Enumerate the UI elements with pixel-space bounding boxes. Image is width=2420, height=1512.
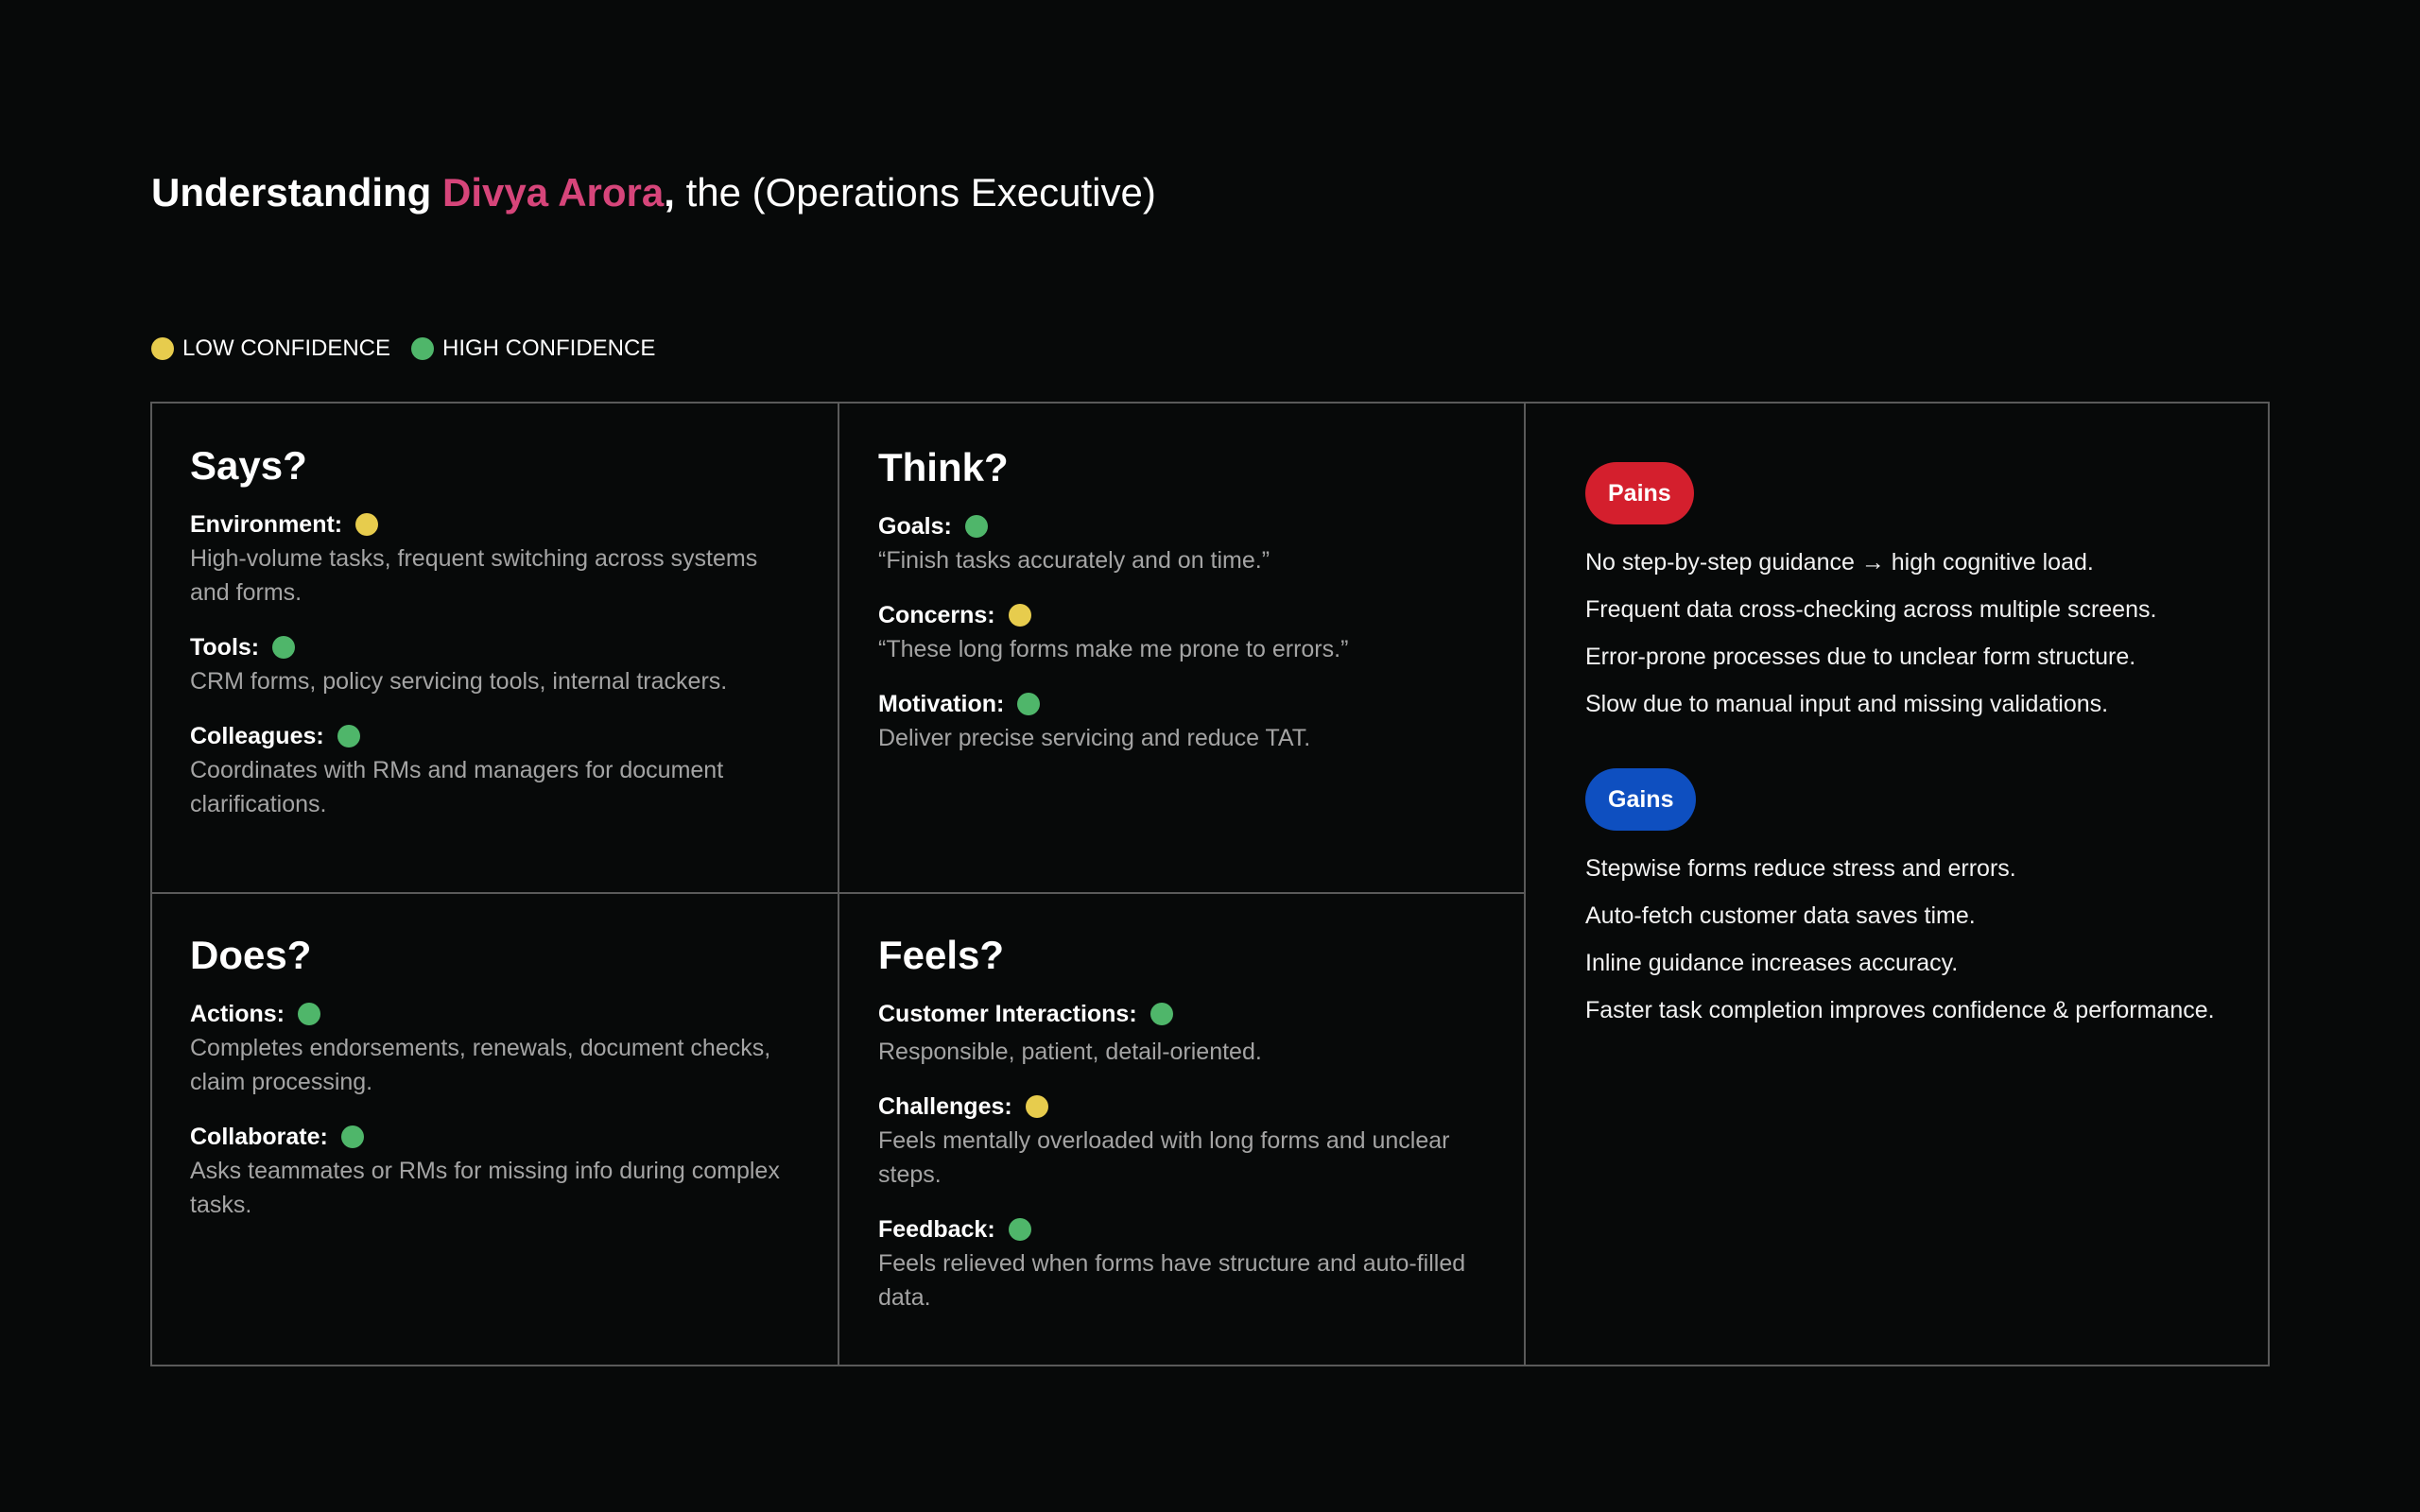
title-prefix: Understanding (151, 170, 443, 215)
divider (1524, 404, 1526, 1365)
field-label: Customer Interactions: (878, 1001, 1137, 1027)
title-comma: , (664, 170, 675, 215)
list-item: Stepwise forms reduce stress and errors. (1585, 855, 2016, 882)
legend-high (411, 333, 655, 365)
high-confidence-dot-icon (411, 337, 434, 360)
high-confidence-dot-icon (965, 515, 988, 538)
list-item: Inline guidance increases accuracy. (1585, 950, 1959, 976)
think-goals (878, 509, 1483, 577)
field-label: Actions: (190, 1001, 285, 1027)
list-item: Frequent data cross-checking across multiple screens. (1585, 596, 2157, 623)
field-label: Feedback: (878, 1216, 995, 1243)
does-actions (190, 997, 795, 1099)
says-title: Says? (190, 443, 307, 488)
feels-title: Feels? (878, 933, 1005, 977)
field-text: Asks teammates or RMs for missing info during complex tasks. (190, 1158, 780, 1218)
says-quadrant (190, 441, 795, 842)
high-confidence-dot-icon (1017, 693, 1040, 715)
low-confidence-dot-icon (355, 513, 378, 536)
field-text: Responsible, patient, detail-oriented. (878, 1039, 1262, 1065)
divider (152, 892, 1526, 894)
feels-challenges (878, 1090, 1483, 1192)
high-confidence-dot-icon (1150, 1003, 1173, 1025)
pains-badge: Pains (1585, 462, 1694, 524)
field-text: Coordinates with RMs and managers for document clarifications. (190, 757, 724, 817)
think-quadrant (878, 443, 1483, 776)
think-title: Think? (878, 445, 1009, 490)
think-concerns (878, 598, 1483, 666)
list-item: Slow due to manual input and missing validations. (1585, 691, 2109, 717)
field-label: Goals: (878, 513, 952, 540)
legend-low-label: LOW CONFIDENCE (182, 335, 391, 361)
list-item: Auto-fetch customer data saves time. (1585, 902, 1976, 929)
feels-quadrant (878, 931, 1483, 1335)
persona-role: (Operations Executive) (752, 170, 1156, 215)
list-item: Error-prone processes due to unclear form structure. (1585, 644, 2136, 670)
persona-name: Divya Arora (442, 170, 665, 215)
field-text: Feels mentally overloaded with long forms and unclear steps. (878, 1127, 1450, 1188)
low-confidence-dot-icon (1026, 1095, 1048, 1118)
gains-list (1585, 853, 2228, 1025)
low-confidence-dot-icon (151, 337, 174, 360)
field-label: Tools: (190, 634, 260, 661)
field-label: Motivation: (878, 691, 1005, 717)
confidence-legend (151, 333, 676, 365)
high-confidence-dot-icon (337, 725, 360, 747)
pains-gains-panel (1585, 462, 2228, 1074)
field-text: Deliver precise servicing and reduce TAT. (878, 725, 1311, 751)
empathy-map-board (150, 402, 2270, 1366)
field-text: CRM forms, policy servicing tools, internal trackers. (190, 668, 728, 695)
field-text: “Finish tasks accurately and on time.” (878, 547, 1270, 574)
pains-list (1585, 547, 2228, 719)
list-item: No step-by-step guidance → high cognitive load. (1585, 549, 2094, 576)
high-confidence-dot-icon (341, 1125, 364, 1148)
field-label: Environment: (190, 511, 343, 538)
high-confidence-dot-icon (298, 1003, 320, 1025)
field-label: Colleagues: (190, 723, 324, 749)
says-environment (190, 507, 795, 610)
field-label: Collaborate: (190, 1124, 328, 1150)
legend-high-label: HIGH CONFIDENCE (442, 335, 656, 361)
does-quadrant (190, 931, 795, 1243)
field-text: “These long forms make me prone to errors.” (878, 636, 1349, 662)
high-confidence-dot-icon (1009, 1218, 1031, 1241)
list-item: Faster task completion improves confidence & performance. (1585, 997, 2215, 1023)
low-confidence-dot-icon (1009, 604, 1031, 627)
think-motivation (878, 687, 1483, 755)
gains-badge: Gains (1585, 768, 1696, 831)
high-confidence-dot-icon (272, 636, 295, 659)
field-text: High-volume tasks, frequent switching across systems and forms. (190, 545, 758, 606)
says-colleagues (190, 719, 795, 821)
feels-feedback (878, 1212, 1483, 1314)
page-title (151, 166, 1156, 219)
does-collaborate (190, 1120, 795, 1222)
legend-low (151, 333, 390, 365)
field-label: Concerns: (878, 602, 995, 628)
divider (838, 404, 839, 1365)
title-middle: the (674, 170, 752, 215)
says-tools (190, 630, 795, 698)
does-title: Does? (190, 933, 312, 977)
field-text: Feels relieved when forms have structure and auto-filled data. (878, 1250, 1466, 1311)
field-text: Completes endorsements, renewals, document checks, claim processing. (190, 1035, 771, 1095)
feels-customer-interactions (878, 997, 1483, 1069)
field-label: Challenges: (878, 1093, 1012, 1120)
